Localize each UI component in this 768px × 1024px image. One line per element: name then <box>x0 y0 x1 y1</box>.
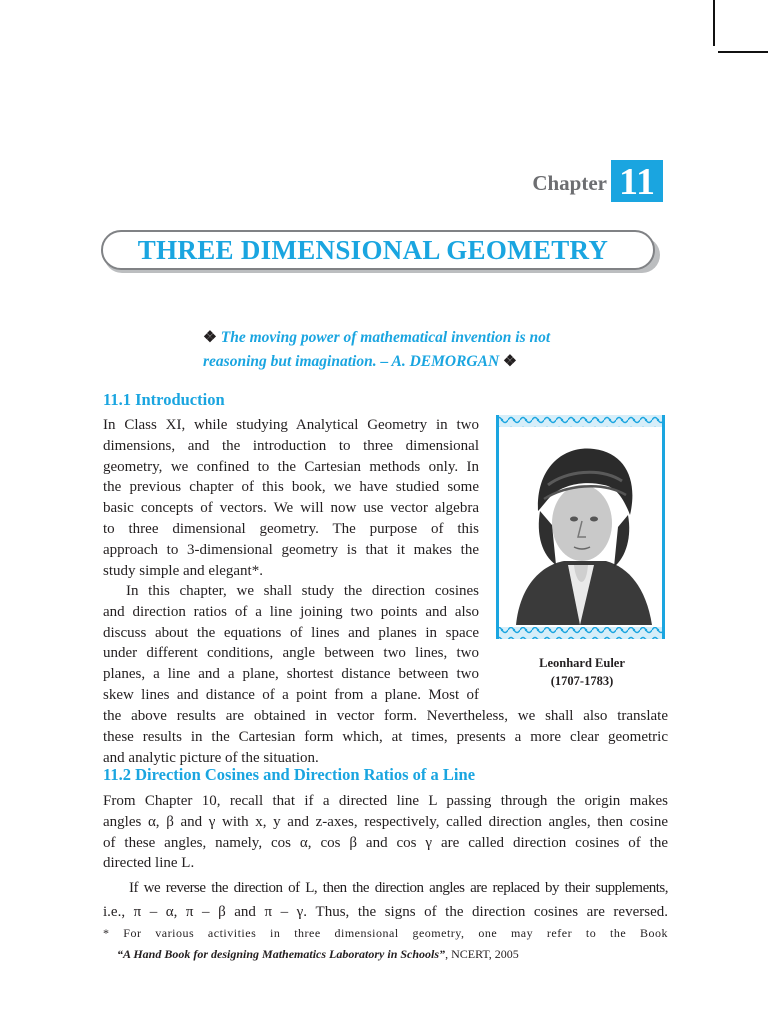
ornament-left: ❖ <box>203 329 217 346</box>
direction-cosines-paragraph-2 <box>103 876 668 924</box>
text-line: basic concepts of vectors. We will now use vector algebra <box>103 500 479 517</box>
footnote-book-title: “A Hand Book for designing Mathematics Laboratory in Schools” <box>117 947 446 961</box>
text-line: i.e., π – α, π – β and π – γ. Thus, the signs of the direction cosines are reversed. <box>103 904 668 920</box>
crop-mark-horizontal <box>718 51 768 53</box>
chapter-title: THREE DIMENSIONAL GEOMETRY <box>137 235 609 265</box>
footnote-line-1: * For various activities in three dimensional geometry, one may refer to the Book <box>103 926 668 940</box>
crop-mark-vertical <box>713 0 715 46</box>
chapter-number: 11 <box>611 160 663 202</box>
portrait-years: (1707-1783) <box>550 674 614 688</box>
text-line: dimensions, and the introduction to three dimensional <box>103 437 479 454</box>
epigraph-line-1: The moving power of mathematical invention is not <box>220 329 551 346</box>
intro-paragraph-2-continued <box>103 706 668 768</box>
intro-paragraph-2 <box>103 581 479 706</box>
section-heading-direction-cosines: 11.2 Direction Cosines and Direction Ratios of a Line <box>103 765 476 784</box>
text-line: From Chapter 10, recall that if a directed line L passing through the origin makes <box>103 793 668 809</box>
text-line: discuss about the equations of lines and planes in space <box>103 624 479 641</box>
chapter-word: Chapter <box>532 171 607 195</box>
text-line: geometry, we confined to the Cartesian methods only. In <box>103 458 479 475</box>
direction-cosines-paragraph-1 <box>103 791 668 874</box>
text-line: to three dimensional geometry. The purpose of this <box>103 520 479 537</box>
chapter-title-banner <box>101 229 661 275</box>
footnote-publisher: , NCERT, 2005 <box>445 947 519 961</box>
text-line: study simple and elegant*. <box>103 562 263 579</box>
text-line: these results in the Cartesian form which, at times, presents a more clear geometric <box>103 728 668 745</box>
portrait-image <box>496 415 665 639</box>
text-line: skew lines and distance of a point from a plane. Most of <box>103 686 479 703</box>
text-line: the above results are obtained in vector form. Nevertheless, we shall also translate <box>103 708 668 724</box>
text-line: under different conditions, angle between two lines, two <box>103 645 479 662</box>
text-line: and direction ratios of a line joining two points and also <box>103 603 479 620</box>
text-line: In Class XI, while studying Analytical Geometry in two <box>103 417 479 433</box>
text-line: and analytic picture of the situation. <box>103 749 319 766</box>
section-heading-introduction: 11.1 Introduction <box>103 390 225 409</box>
text-line: In this chapter, we shall study the direction cosines <box>126 583 479 599</box>
epigraph-line-2: reasoning but imagination. – A. DEMORGAN <box>203 353 500 370</box>
epigraph <box>180 326 600 374</box>
ornament-right: ❖ <box>503 353 517 370</box>
intro-paragraph-1 <box>103 415 479 581</box>
portrait-name: Leonhard Euler <box>539 656 625 670</box>
text-line: planes, a line and a plane, shortest distance between two <box>103 666 479 683</box>
portrait-caption <box>496 654 668 690</box>
chapter-label <box>532 160 663 202</box>
text-line: of these angles, namely, cos α, cos β and cos γ are called direction cosines of the <box>103 834 668 851</box>
euler-portrait <box>496 415 665 639</box>
text-line: angles α, β and γ with x, y and z-axes, respectively, called direction angles, then cosine <box>103 813 668 830</box>
text-line: directed line L. <box>103 855 195 872</box>
footnote <box>103 923 668 965</box>
text-line: approach to 3-dimensional geometry is that it makes the <box>103 541 479 558</box>
text-line: If we reverse the direction of L, then the direction angles are replaced by their supplements, <box>129 880 668 896</box>
text-line: the previous chapter of this book, we have studied some <box>103 479 479 496</box>
